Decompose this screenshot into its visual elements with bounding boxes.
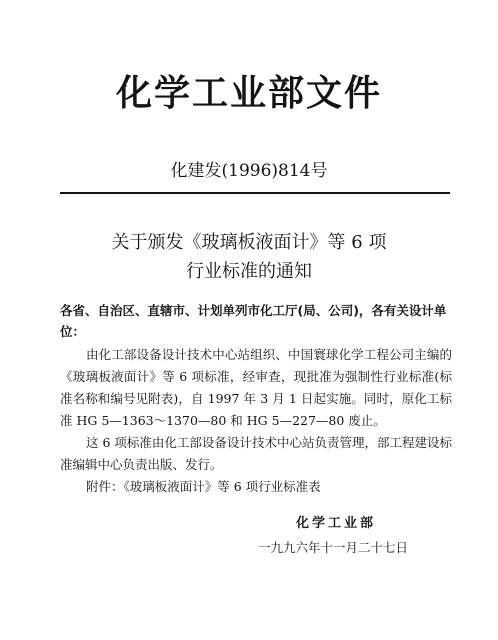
issue-date: 一九九六年十一月二十七日 — [258, 540, 409, 555]
body-paragraph-2: 这 6 项标准由化工部设备设计技术中心站负责管理，部工程建设标准编辑中心负责出版、发行。 — [60, 435, 452, 472]
notice-title-line-1: 关于颁发《玻璃板液面计》等 6 项 — [111, 232, 387, 253]
notice-title — [0, 228, 498, 286]
body-paragraph-1: 由化工部设备设计技术中心站组织、中国寰球化学工程公司主编的《玻璃板液面计》等 6 项标准，经审查，现批准为强制性行业标准(标准名称和编号见附表)，自 1997 年 3 月 1 日起实施。同时，原化工标准 HG 5—1363～1370—80 和 HG 5—227—80 废止。 — [60, 347, 452, 428]
recipients: 各省、自治区、直辖市、计划单列市化工厅(局、公司)，各有关设计单位： — [60, 303, 447, 339]
document-header: 化学工业部文件 — [115, 73, 382, 114]
issuer-signature: 化学工业部 — [296, 516, 377, 531]
attachment-line: 附件：《玻璃板液面计》等 6 项行业标准表 — [86, 479, 321, 494]
notice-title-line-2: 行业标准的通知 — [186, 261, 312, 282]
document-number: 化建发(1996)814号 — [170, 161, 328, 181]
header-divider — [60, 192, 450, 194]
